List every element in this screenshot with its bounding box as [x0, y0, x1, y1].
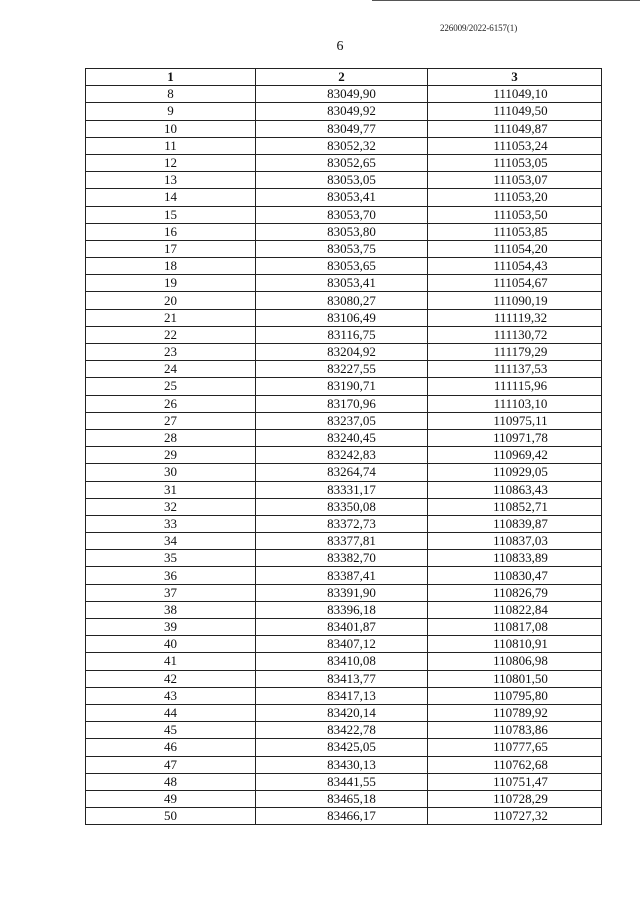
table-row: [86, 653, 602, 670]
y-coordinate-cell: 111137,53: [428, 361, 602, 378]
table-row: [86, 722, 602, 739]
x-coordinate-cell: 83170,96: [256, 395, 428, 412]
y-coordinate-cell: 110728,29: [428, 790, 602, 807]
point-number-cell: 36: [86, 567, 256, 584]
x-coordinate-cell: 83049,90: [256, 86, 428, 103]
x-coordinate-cell: 83053,70: [256, 206, 428, 223]
table-row: [86, 223, 602, 240]
point-number-cell: 30: [86, 464, 256, 481]
point-number-cell: 47: [86, 756, 256, 773]
y-coordinate-cell: 110863,43: [428, 481, 602, 498]
point-number-cell: 34: [86, 533, 256, 550]
y-coordinate-cell: 110839,87: [428, 515, 602, 532]
table-row: [86, 619, 602, 636]
point-number-cell: 20: [86, 292, 256, 309]
table-row: [86, 309, 602, 326]
y-coordinate-cell: 111179,29: [428, 344, 602, 361]
table-row: [86, 120, 602, 137]
table-row: [86, 258, 602, 275]
x-coordinate-cell: 83410,08: [256, 653, 428, 670]
y-coordinate-cell: 110751,47: [428, 773, 602, 790]
table-row: [86, 344, 602, 361]
y-coordinate-cell: 111049,50: [428, 103, 602, 120]
coordinates-table: [85, 68, 602, 825]
x-coordinate-cell: 83422,78: [256, 722, 428, 739]
y-coordinate-cell: 110852,71: [428, 498, 602, 515]
x-coordinate-cell: 83204,92: [256, 344, 428, 361]
point-number-cell: 39: [86, 619, 256, 636]
x-coordinate-cell: 83420,14: [256, 704, 428, 721]
y-coordinate-cell: 110801,50: [428, 670, 602, 687]
y-coordinate-cell: 111119,32: [428, 309, 602, 326]
table-row: [86, 704, 602, 721]
point-number-cell: 14: [86, 189, 256, 206]
table-row: [86, 481, 602, 498]
point-number-cell: 43: [86, 687, 256, 704]
x-coordinate-cell: 83049,92: [256, 103, 428, 120]
table-row: [86, 808, 602, 825]
x-coordinate-cell: 83052,32: [256, 137, 428, 154]
table-row: [86, 412, 602, 429]
x-coordinate-cell: 83391,90: [256, 584, 428, 601]
x-coordinate-cell: 83466,17: [256, 808, 428, 825]
table-row: [86, 240, 602, 257]
point-number-cell: 37: [86, 584, 256, 601]
table-row: [86, 275, 602, 292]
y-coordinate-cell: 110969,42: [428, 447, 602, 464]
point-number-cell: 27: [86, 412, 256, 429]
x-coordinate-cell: 83053,41: [256, 275, 428, 292]
point-number-cell: 32: [86, 498, 256, 515]
x-coordinate-cell: 83237,05: [256, 412, 428, 429]
x-coordinate-cell: 83331,17: [256, 481, 428, 498]
point-number-cell: 21: [86, 309, 256, 326]
point-number-cell: 9: [86, 103, 256, 120]
x-coordinate-cell: 83396,18: [256, 601, 428, 618]
table-row: [86, 429, 602, 446]
point-number-cell: 28: [86, 429, 256, 446]
point-number-cell: 26: [86, 395, 256, 412]
column-header: 1: [86, 69, 256, 86]
y-coordinate-cell: 110727,32: [428, 808, 602, 825]
point-number-cell: 24: [86, 361, 256, 378]
point-number-cell: 12: [86, 154, 256, 171]
y-coordinate-cell: 111049,87: [428, 120, 602, 137]
x-coordinate-cell: 83407,12: [256, 636, 428, 653]
y-coordinate-cell: 110929,05: [428, 464, 602, 481]
top-rule: [372, 0, 640, 1]
table-row: [86, 206, 602, 223]
table-row: [86, 154, 602, 171]
x-coordinate-cell: 83227,55: [256, 361, 428, 378]
y-coordinate-cell: 110762,68: [428, 756, 602, 773]
table-row: [86, 326, 602, 343]
y-coordinate-cell: 111053,85: [428, 223, 602, 240]
point-number-cell: 16: [86, 223, 256, 240]
table-row: [86, 601, 602, 618]
point-number-cell: 50: [86, 808, 256, 825]
x-coordinate-cell: 83387,41: [256, 567, 428, 584]
table-row: [86, 395, 602, 412]
y-coordinate-cell: 110817,08: [428, 619, 602, 636]
x-coordinate-cell: 83401,87: [256, 619, 428, 636]
x-coordinate-cell: 83377,81: [256, 533, 428, 550]
point-number-cell: 11: [86, 137, 256, 154]
y-coordinate-cell: 110975,11: [428, 412, 602, 429]
x-coordinate-cell: 83425,05: [256, 739, 428, 756]
x-coordinate-cell: 83441,55: [256, 773, 428, 790]
point-number-cell: 41: [86, 653, 256, 670]
point-number-cell: 40: [86, 636, 256, 653]
y-coordinate-cell: 111053,24: [428, 137, 602, 154]
table-row: [86, 756, 602, 773]
y-coordinate-cell: 111090,19: [428, 292, 602, 309]
y-coordinate-cell: 110830,47: [428, 567, 602, 584]
column-header: 3: [428, 69, 602, 86]
y-coordinate-cell: 111054,67: [428, 275, 602, 292]
y-coordinate-cell: 111053,50: [428, 206, 602, 223]
point-number-cell: 33: [86, 515, 256, 532]
table-row: [86, 739, 602, 756]
y-coordinate-cell: 111054,20: [428, 240, 602, 257]
x-coordinate-cell: 83417,13: [256, 687, 428, 704]
table-header-row: [86, 69, 602, 86]
point-number-cell: 15: [86, 206, 256, 223]
table-row: [86, 172, 602, 189]
x-coordinate-cell: 83350,08: [256, 498, 428, 515]
x-coordinate-cell: 83240,45: [256, 429, 428, 446]
y-coordinate-cell: 111103,10: [428, 395, 602, 412]
point-number-cell: 38: [86, 601, 256, 618]
table-row: [86, 790, 602, 807]
x-coordinate-cell: 83116,75: [256, 326, 428, 343]
y-coordinate-cell: 111054,43: [428, 258, 602, 275]
y-coordinate-cell: 110795,80: [428, 687, 602, 704]
x-coordinate-cell: 83052,65: [256, 154, 428, 171]
table-row: [86, 773, 602, 790]
x-coordinate-cell: 83053,05: [256, 172, 428, 189]
y-coordinate-cell: 110777,65: [428, 739, 602, 756]
table-row: [86, 670, 602, 687]
point-number-cell: 8: [86, 86, 256, 103]
point-number-cell: 23: [86, 344, 256, 361]
x-coordinate-cell: 83242,83: [256, 447, 428, 464]
x-coordinate-cell: 83049,77: [256, 120, 428, 137]
document-reference: 226009/2022-6157(1): [440, 23, 518, 33]
table-body: [86, 86, 602, 825]
x-coordinate-cell: 83430,13: [256, 756, 428, 773]
x-coordinate-cell: 83053,80: [256, 223, 428, 240]
table-row: [86, 687, 602, 704]
table-row: [86, 567, 602, 584]
point-number-cell: 17: [86, 240, 256, 257]
y-coordinate-cell: 111115,96: [428, 378, 602, 395]
point-number-cell: 22: [86, 326, 256, 343]
point-number-cell: 31: [86, 481, 256, 498]
y-coordinate-cell: 110833,89: [428, 550, 602, 567]
y-coordinate-cell: 111049,10: [428, 86, 602, 103]
y-coordinate-cell: 111130,72: [428, 326, 602, 343]
y-coordinate-cell: 110822,84: [428, 601, 602, 618]
point-number-cell: 13: [86, 172, 256, 189]
point-number-cell: 35: [86, 550, 256, 567]
point-number-cell: 25: [86, 378, 256, 395]
point-number-cell: 29: [86, 447, 256, 464]
table-row: [86, 189, 602, 206]
table-row: [86, 498, 602, 515]
x-coordinate-cell: 83080,27: [256, 292, 428, 309]
point-number-cell: 48: [86, 773, 256, 790]
y-coordinate-cell: 110789,92: [428, 704, 602, 721]
x-coordinate-cell: 83372,73: [256, 515, 428, 532]
table-row: [86, 361, 602, 378]
table-row: [86, 292, 602, 309]
y-coordinate-cell: 110806,98: [428, 653, 602, 670]
table-row: [86, 533, 602, 550]
y-coordinate-cell: 111053,20: [428, 189, 602, 206]
point-number-cell: 10: [86, 120, 256, 137]
x-coordinate-cell: 83106,49: [256, 309, 428, 326]
y-coordinate-cell: 111053,07: [428, 172, 602, 189]
y-coordinate-cell: 110837,03: [428, 533, 602, 550]
table-row: [86, 378, 602, 395]
table-row: [86, 584, 602, 601]
x-coordinate-cell: 83465,18: [256, 790, 428, 807]
x-coordinate-cell: 83053,75: [256, 240, 428, 257]
x-coordinate-cell: 83053,41: [256, 189, 428, 206]
point-number-cell: 46: [86, 739, 256, 756]
point-number-cell: 18: [86, 258, 256, 275]
table-row: [86, 636, 602, 653]
column-header: 2: [256, 69, 428, 86]
point-number-cell: 42: [86, 670, 256, 687]
point-number-cell: 19: [86, 275, 256, 292]
y-coordinate-cell: 110783,86: [428, 722, 602, 739]
table-row: [86, 550, 602, 567]
x-coordinate-cell: 83264,74: [256, 464, 428, 481]
table-row: [86, 137, 602, 154]
point-number-cell: 49: [86, 790, 256, 807]
point-number-cell: 44: [86, 704, 256, 721]
y-coordinate-cell: 110971,78: [428, 429, 602, 446]
point-number-cell: 45: [86, 722, 256, 739]
page-number: 6: [336, 39, 344, 54]
x-coordinate-cell: 83190,71: [256, 378, 428, 395]
table-row: [86, 515, 602, 532]
y-coordinate-cell: 110826,79: [428, 584, 602, 601]
x-coordinate-cell: 83382,70: [256, 550, 428, 567]
table-row: [86, 447, 602, 464]
table-row: [86, 86, 602, 103]
table-row: [86, 464, 602, 481]
y-coordinate-cell: 110810,91: [428, 636, 602, 653]
x-coordinate-cell: 83413,77: [256, 670, 428, 687]
x-coordinate-cell: 83053,65: [256, 258, 428, 275]
table-row: [86, 103, 602, 120]
y-coordinate-cell: 111053,05: [428, 154, 602, 171]
